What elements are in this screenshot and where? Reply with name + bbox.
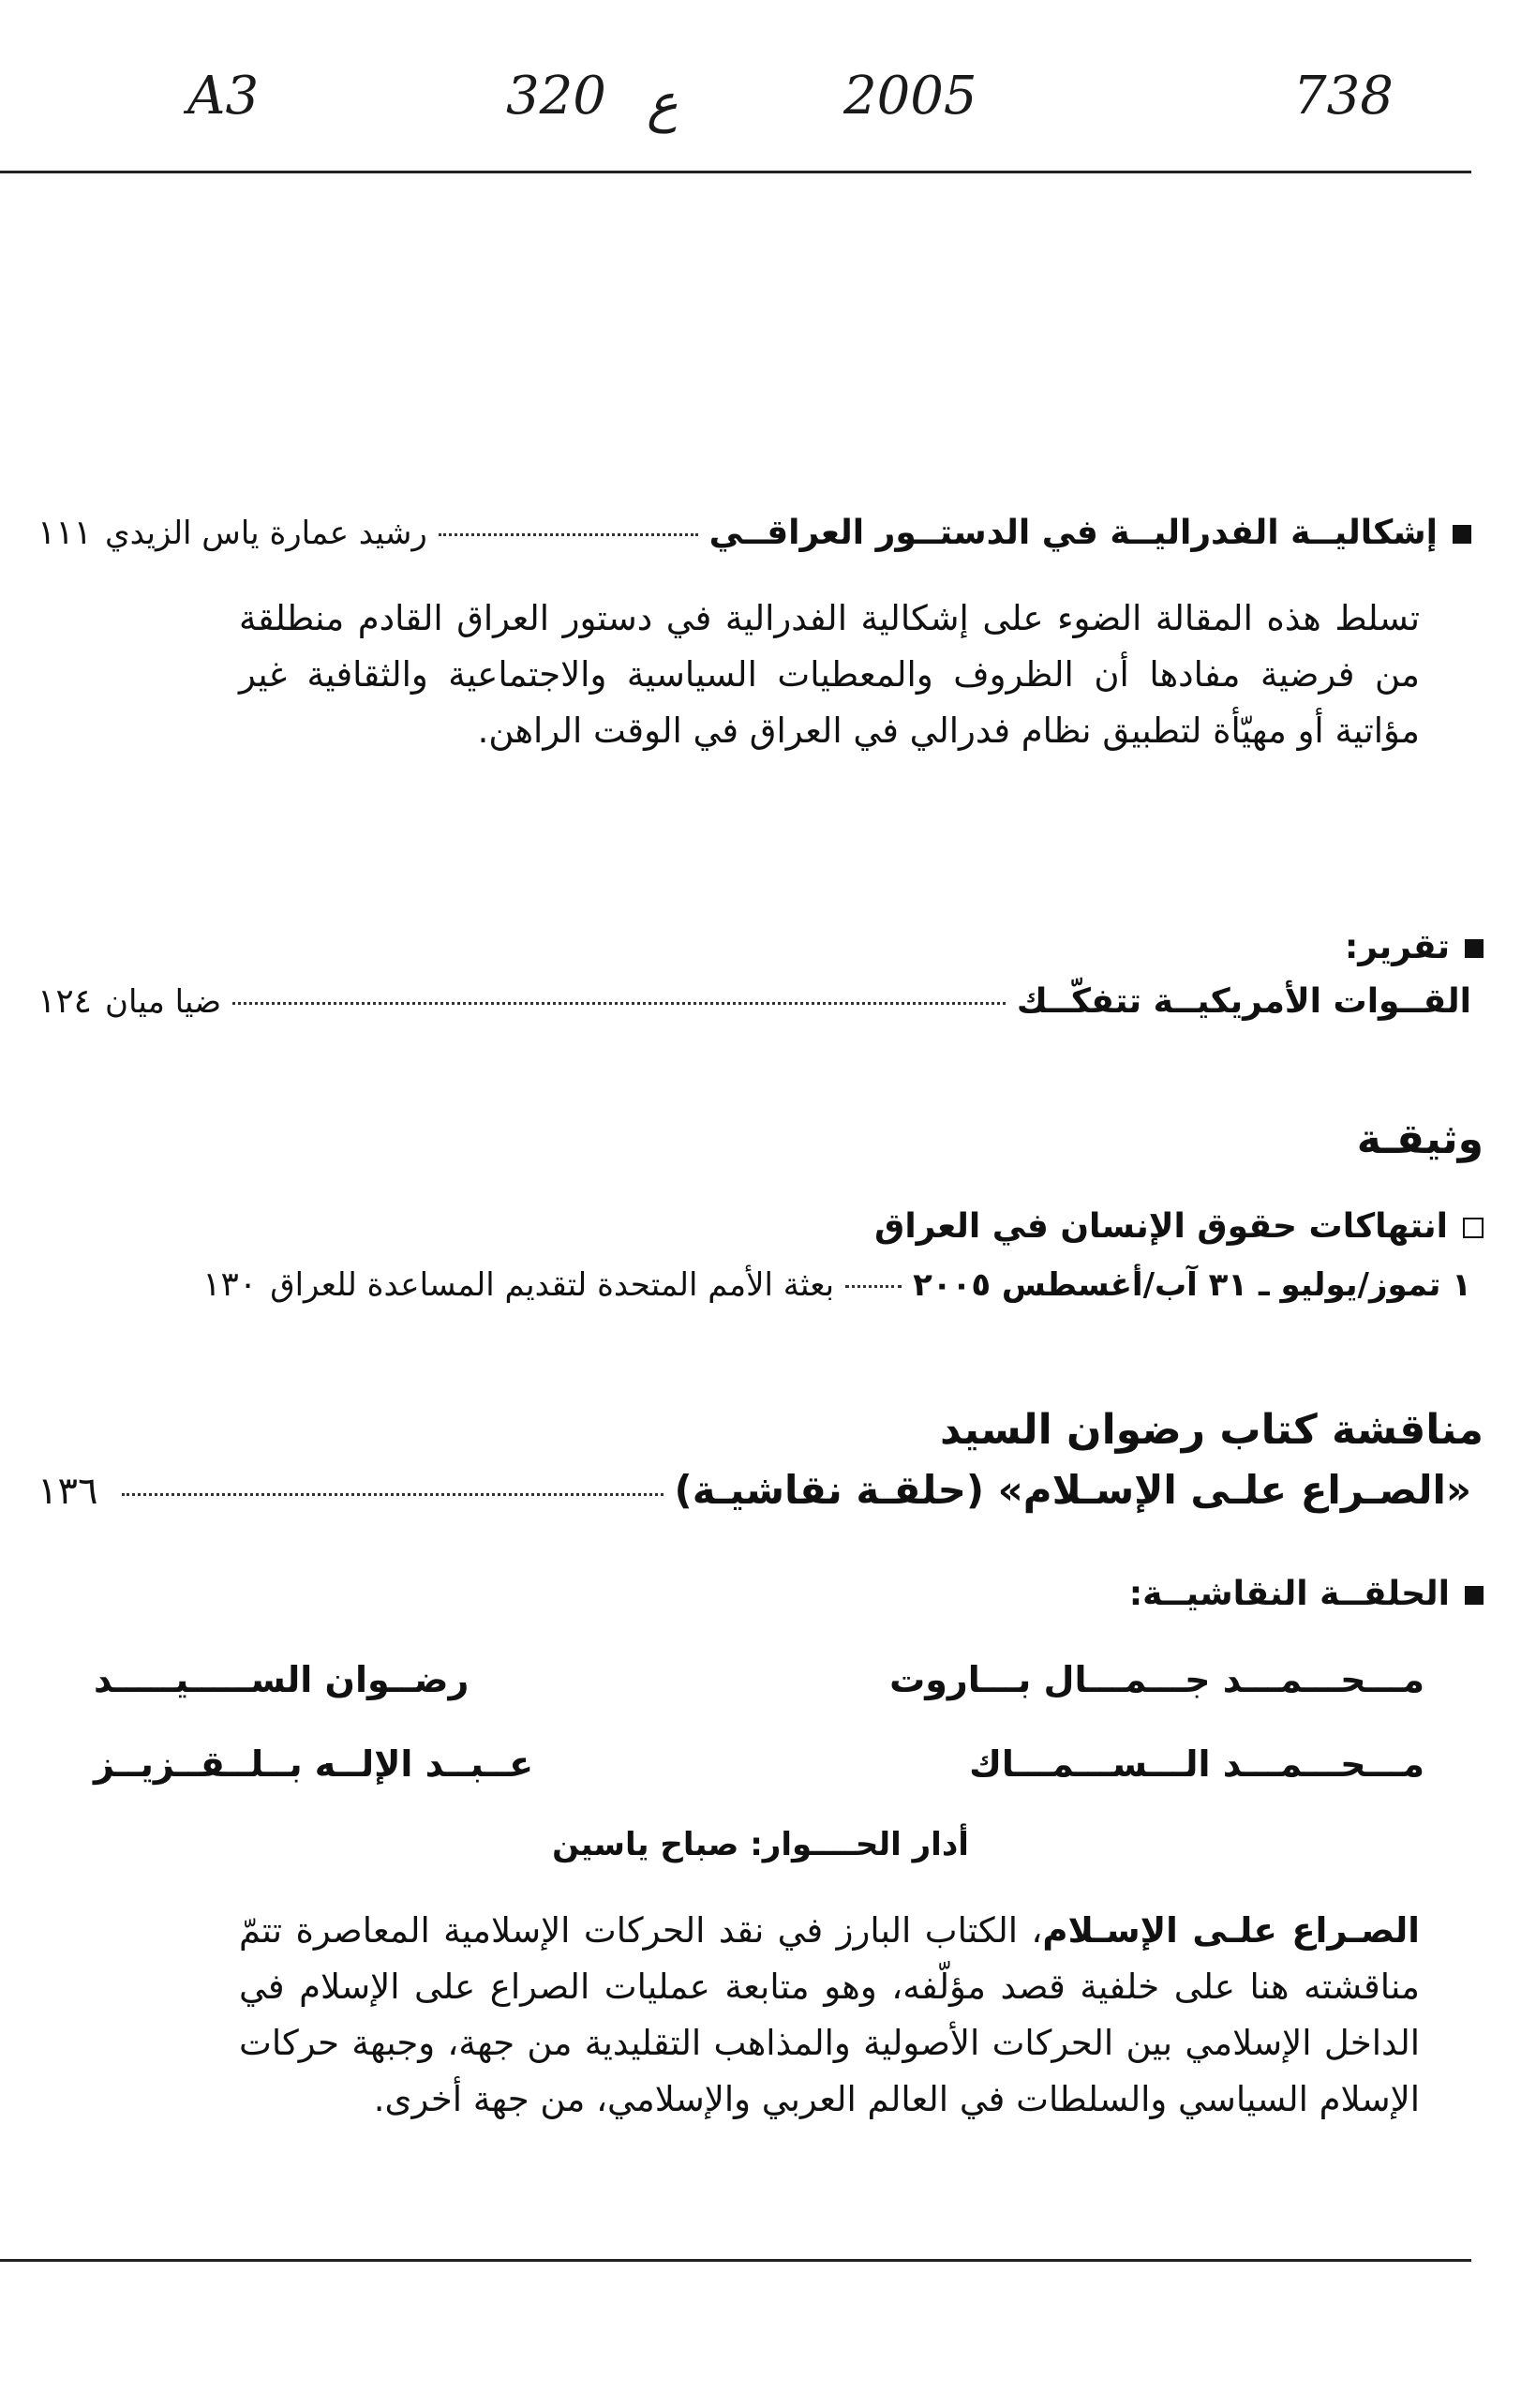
entry-title: القــوات الأمريكيــة تتفكّــك (1016, 982, 1471, 1021)
handwritten-number: 738 (1293, 66, 1394, 127)
entry-date: ١ تموز/يوليو ـ ٣١ آب/أغسطس ٢٠٠٥ (913, 1266, 1471, 1304)
entry-page-number: ١٣٦ (37, 1470, 98, 1513)
panelist-name: مـــحـــمـــد الـــســـمـــاك (969, 1743, 1424, 1785)
square-bullet-icon (1453, 525, 1471, 544)
entry-abstract-book (239, 1903, 1420, 2128)
entry-title: «الصـراع علـى الإسـلام» (حلقـة نقاشيـة) (674, 1467, 1471, 1513)
dot-leader (232, 1002, 1006, 1005)
dot-leader (439, 533, 698, 536)
toc-entry-federalism (37, 514, 1471, 552)
bottom-rule (0, 2259, 1471, 2262)
entry-page-number: ١٣٠ (202, 1265, 258, 1304)
entry-abstract-federalism: تسلط هذه المقالة الضوء على إشكالية الفدرالية في دستور العراق القادم منطلقة من فرضية مفادها أن الظروف والمعطيات السياسية والاجتماعية والثقافية غير مؤاتية أو مهيّأة لتطبيق نظام فدرالي في العراق في الوقت الراهن. (239, 598, 1420, 751)
panel-names-row-2 (56, 1743, 1462, 1785)
handwritten-code-b: 320 (506, 66, 606, 127)
entry-author: رشيد عمارة ياس الزيدي (105, 515, 427, 552)
handwritten-year: 2005 (843, 66, 977, 127)
panel-names-row-1 (56, 1659, 1462, 1700)
entry-author: ضيا ميان (105, 983, 222, 1021)
document-item-title: انتهاكات حقوق الإنسان في العراق (874, 1207, 1484, 1246)
handwritten-code-c: ع (647, 73, 678, 134)
toc-entry-report (37, 982, 1471, 1021)
report-label: تقرير: (1345, 928, 1484, 966)
abstract-bold-title: الصـراع علـى الإسـلام (1042, 1910, 1420, 1951)
entry-author: بعثة الأمم المتحدة لتقديم المساعدة للعراق (270, 1266, 835, 1304)
moderator-line: أدار الحــــوار: صباح ياسين (552, 1826, 969, 1863)
dot-leader (122, 1493, 663, 1496)
square-outline-bullet-icon (1463, 1218, 1484, 1238)
panelist-name: عــبــد الإلــه بــلــقــزيــز (94, 1743, 534, 1785)
square-bullet-icon (1465, 1586, 1484, 1605)
entry-page-number: ١١١ (37, 514, 93, 552)
section-heading-document: وثيقـة (1356, 1115, 1484, 1163)
panelist-name: رضــوان الســـــيـــــد (94, 1659, 470, 1700)
toc-entry-document (37, 1265, 1471, 1304)
handwritten-code-a: A3 (187, 66, 260, 127)
square-bullet-icon (1465, 939, 1484, 958)
toc-entry-book (37, 1467, 1471, 1513)
entry-title: إشكاليــة الفدراليــة في الدستــور العراقــي (709, 514, 1471, 552)
section-heading-book: مناقشة كتاب رضوان السيد (939, 1406, 1484, 1454)
top-rule (0, 171, 1471, 173)
panelist-name: مـــحـــمـــد جـــمـــال بـــاروت (889, 1659, 1424, 1700)
entry-page-number: ١٢٤ (37, 982, 93, 1021)
panel-label: الحلقــة النقاشيــة: (1129, 1575, 1484, 1613)
dot-leader (845, 1285, 902, 1288)
abstract-text: ، الكتاب البارز في نقد الحركات الإسلامية المعاصرة تتمّ مناقشته هنا على خلفية قصد مؤلّفه، وهو متابعة عمليات الصراع على الإسلام في الداخل الإسلامي بين الحركات الأصولية والمذاهب التقليدية من جهة، وجبهة حركات الإسلام السياسي والسلطات في العالم العربي والإسلامي، من جهة أخرى. (239, 1910, 1420, 2119)
